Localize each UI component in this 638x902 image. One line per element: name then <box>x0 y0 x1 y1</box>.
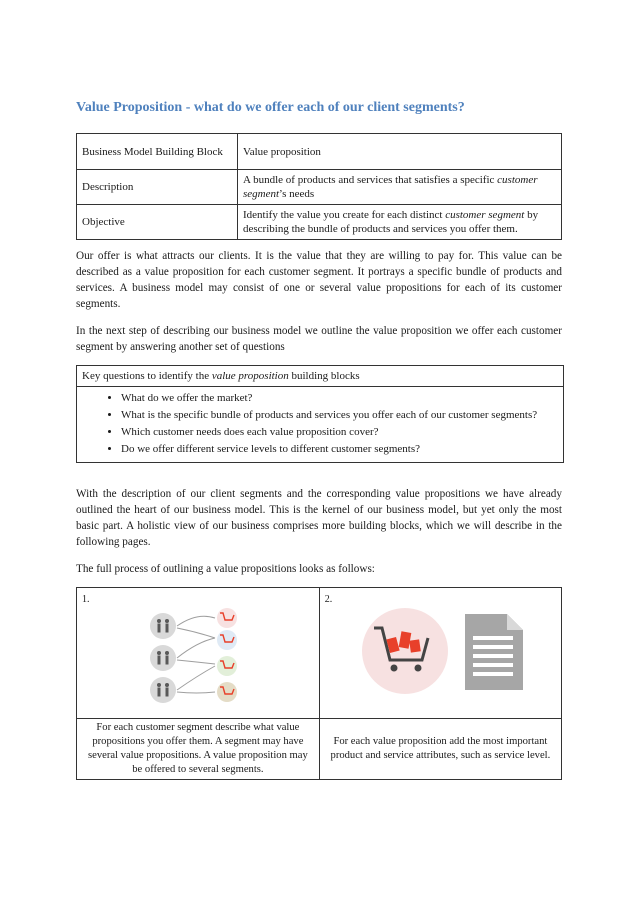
heading-text: Key questions to identify the <box>82 370 212 382</box>
shopping-cart-icon <box>360 606 450 696</box>
paragraph: With the description of our client segments and the corresponding value propositions we have already outlined the heart of our business model. This is the kernel of our business model, but yet only the most basic part. A holistic view of our business comprises more building blocks, which we will describe in the following pages. <box>76 488 562 548</box>
heading-text: building blocks <box>288 370 360 382</box>
table-row <box>77 719 562 780</box>
paragraph: The full process of outlining a value propositions looks as follows: <box>76 563 375 575</box>
process-table <box>76 587 562 780</box>
people-group-icon <box>147 606 247 710</box>
heading-text-italic: value proposition <box>211 370 289 382</box>
key-questions-heading <box>77 366 563 387</box>
value-text-italic: customer segment <box>445 209 525 221</box>
table-cell-value <box>238 205 562 240</box>
document-icon <box>465 614 523 690</box>
table-row <box>77 205 562 240</box>
process-step-2-caption: For each value proposition add the most important product and service attributes, such as service level. <box>319 719 561 780</box>
table-row <box>77 134 562 170</box>
table-cell-label: Business Model Building Block <box>77 134 238 170</box>
process-step-2-image-cell <box>319 588 561 719</box>
step-number: 1. <box>82 594 90 605</box>
key-questions-list <box>77 387 563 462</box>
table-row <box>77 588 562 719</box>
list-item: • Which customer needs does each value proposition cover? <box>121 425 553 439</box>
value-text: Identify the value you create for each distinct <box>243 209 446 221</box>
table-cell-value <box>238 134 562 170</box>
page-title: Value Proposition - what do we offer each of our client segments? <box>76 100 465 115</box>
value-text: Value proposition <box>243 145 321 158</box>
table-cell-value <box>238 170 562 205</box>
list-item: • Do we offer different service levels to different customer segments? <box>121 442 553 456</box>
table-cell-label: Description <box>77 170 238 205</box>
process-step-1-caption: For each customer segment describe what value propositions you offer them. A segment may have several value propositions. A value proposition may be offered to several segments. <box>77 719 320 780</box>
process-step-1-image-cell <box>77 588 320 719</box>
value-text-italic: customer segment <box>243 174 538 200</box>
value-text: ’s needs <box>279 188 315 200</box>
paragraph: Our offer is what attracts our clients. It is the value that they are willing to pay for. This value can be described as a value proposition for each customer segment. It portrays a specific bundle of products and services. A business model may consist of one or several value propositions for each of its customer segments. <box>76 250 562 310</box>
table-row <box>77 170 562 205</box>
paragraph: In the next step of describing our business model we outline the value proposition we offer each customer segment by answering another set of questions <box>76 325 562 353</box>
list-item: • What is the specific bundle of products and services you offer each of our customer segments? <box>121 408 553 422</box>
value-text: by describing the bundle of products and services you offer them. <box>243 209 539 235</box>
key-questions-box <box>76 365 564 463</box>
table-cell-label: Objective <box>77 205 238 240</box>
step-number: 2. <box>324 594 333 605</box>
value-text: A bundle of products and services that satisfies a specific <box>243 174 498 186</box>
list-item: • What do we offer the market? <box>121 391 553 405</box>
building-block-table <box>76 133 562 240</box>
